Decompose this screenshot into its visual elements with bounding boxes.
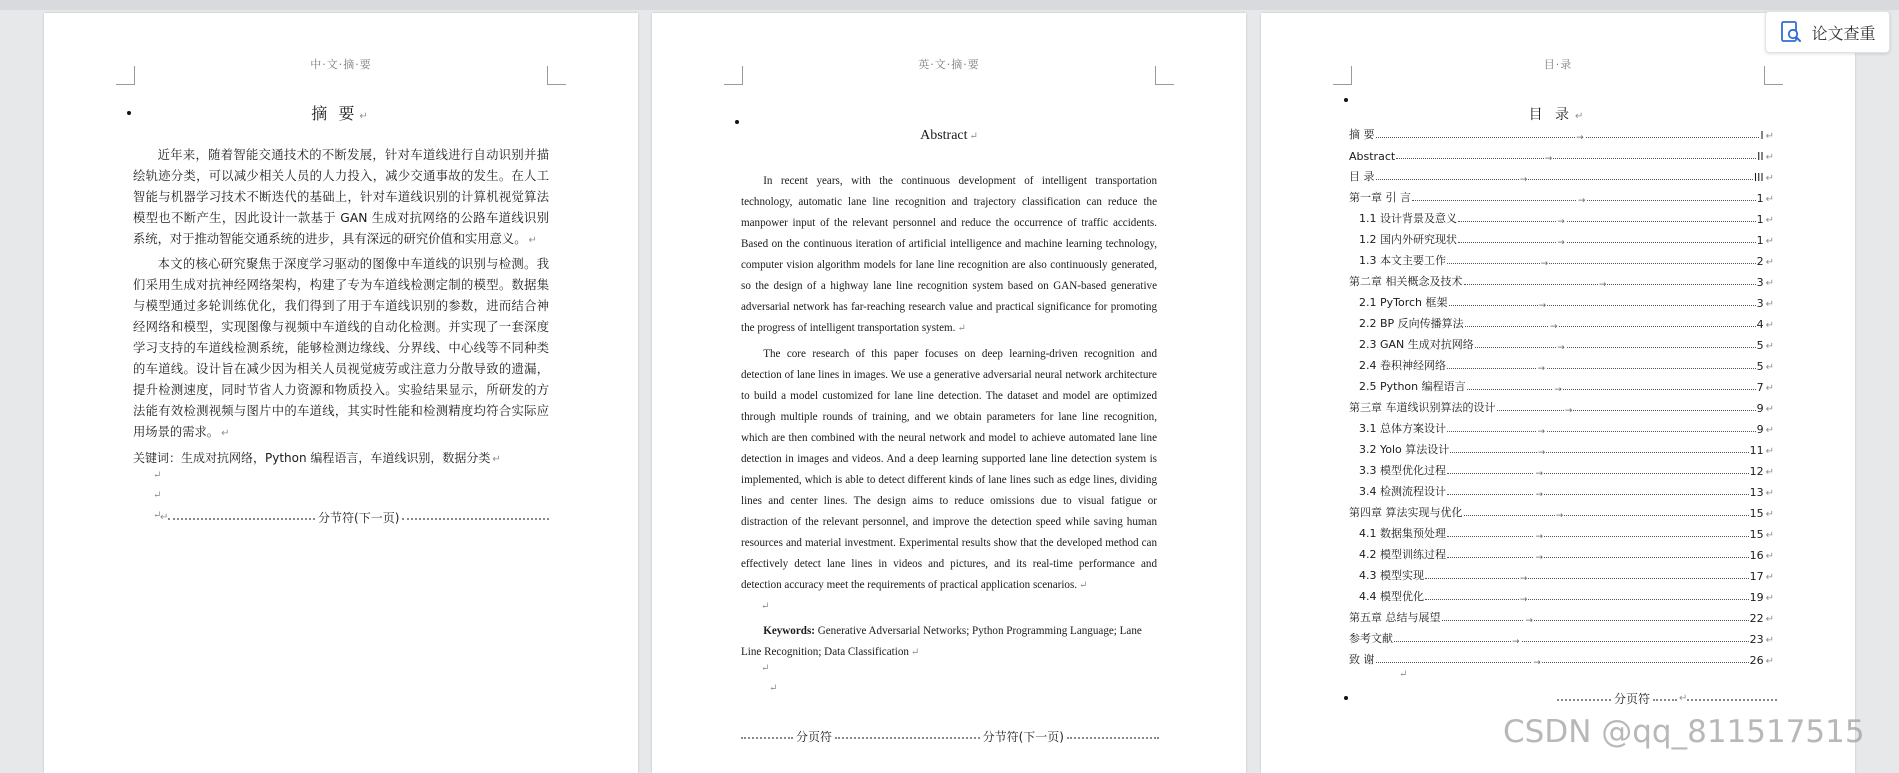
paragraph-mark: ↵ [492, 454, 501, 465]
keywords-label: Keywords: [763, 625, 815, 637]
crop-mark-right [1155, 66, 1174, 85]
tab-arrow-mark: → [1537, 364, 1546, 374]
toc-entry-page: 17 [1749, 570, 1764, 583]
paragraph-mark: ↵ [1765, 299, 1774, 310]
paragraph-mark: ↵ [528, 235, 537, 246]
page-english-abstract [652, 13, 1246, 773]
paragraph-mark: ↵ [1765, 425, 1774, 436]
toc-dot-leader [1394, 637, 1749, 647]
paragraph-mark: ↵ [1765, 404, 1774, 415]
toc-entry-label: 第一章 引 言 [1349, 191, 1411, 204]
toc-entry-page: 5 [1756, 360, 1764, 373]
english-abstract-body[interactable] [741, 171, 1157, 703]
paragraph-mark: ↵ [1765, 215, 1774, 226]
toc-entry-page: 16 [1749, 549, 1764, 562]
tab-arrow-mark: → [1533, 658, 1541, 668]
toc-entry[interactable] [1349, 163, 1774, 184]
paragraph-mark: ↵ [1765, 593, 1774, 604]
toc-dot-leader [1447, 469, 1749, 479]
tab-arrow-mark: → [1535, 532, 1543, 542]
toc-title-text: 目 录 [1528, 107, 1574, 123]
toc-entry[interactable] [1349, 184, 1774, 205]
watermark: CSDN @qq_811517515 [1503, 714, 1865, 750]
paragraph-mark: ↵ [1765, 383, 1774, 394]
toc-dot-leader [1449, 301, 1756, 311]
toc-dot-leader [1447, 532, 1749, 542]
paragraph-mark: ↵ [1765, 635, 1774, 646]
toc-entry-label: 3.4 检测流程设计 [1359, 485, 1446, 498]
toc-entry[interactable] [1349, 625, 1774, 646]
toc-entry-label: 4.1 数据集预处理 [1359, 527, 1446, 540]
paragraph-mark: ↵ [1765, 656, 1774, 667]
bullet-mark [735, 120, 739, 124]
toc-entry-page: 5 [1756, 339, 1764, 352]
paragraph-mark: ↵ [1765, 509, 1774, 520]
paragraph-mark: ↵ [1765, 488, 1774, 499]
paragraph-mark: ↵ [957, 323, 966, 334]
dotted-fill [835, 737, 980, 739]
toc-entry-label: 1.2 国内外研究现状 [1359, 233, 1457, 246]
paragraph-mark: ↵ [1765, 152, 1774, 163]
empty-paragraph[interactable]: ↵ [769, 683, 778, 694]
paragraph-mark: ↵ [1765, 341, 1774, 352]
toc-entry[interactable] [1349, 142, 1774, 163]
page-table-of-contents [1261, 13, 1855, 773]
abstract-title-text: Abstract [920, 128, 968, 143]
toc-entry-page: 1 [1756, 213, 1764, 226]
paragraph-mark: ↵ [1765, 236, 1774, 247]
dotted-fill [1067, 737, 1159, 739]
tab-arrow-mark: → [1557, 217, 1565, 227]
paragraph-mark: ↵ [1765, 572, 1774, 583]
toc-entry[interactable] [1349, 310, 1774, 331]
tab-arrow-mark: → [1557, 343, 1565, 353]
toc-entry[interactable] [1349, 541, 1774, 562]
toc-entry-label: Abstract [1349, 150, 1396, 163]
page-section-break-marker[interactable] [741, 728, 1159, 745]
toc-entry[interactable] [1349, 331, 1774, 352]
tab-arrow-mark: → [1535, 469, 1543, 479]
section-break-label: 分节符(下一页) [982, 730, 1064, 744]
toc-entry-page: 3 [1756, 276, 1764, 289]
toc-dot-leader [1497, 406, 1756, 416]
search-document-icon [1779, 20, 1803, 44]
cn-paragraph-2-text: 本文的核心研究聚焦于深度学习驱动的图像中车道线的识别与检测。我们采用生成对抗神经网络架构，构建了专为车道线检测定制的模型。数据集与模型通过多轮训练优化，我们得到了用于车道线识别的参数，进而结合神经网络和模型，实现图像与视频中车道线的自动化检测。并实现了一套深度学习支持的车道线检测系统，能够检测边缘线、分界线、中心线等不同种类的车道线。设计旨在减少因为相关人员视觉疲劳或注意力分散导致的遗漏，提升检测速度，同时节省人力资源和物质投入。实验结果显示，所研发的方法能有效检测视频与图片中的车道线，其实时性能和检测精度均符合实际应用场景的需求。 [133, 257, 549, 439]
crop-mark-left [724, 66, 743, 85]
empty-paragraph[interactable]: ↵ [153, 490, 162, 501]
paragraph-mark: ↵ [1765, 446, 1774, 457]
paragraph-mark: ↵ [221, 428, 230, 439]
toc-entry-page: 15 [1749, 528, 1764, 541]
tab-arrow-mark: → [1537, 427, 1546, 437]
cn-paragraph-1[interactable] [133, 145, 549, 251]
page-header: 英·文·摘·要 [918, 58, 980, 71]
tab-arrow-mark: → [1555, 511, 1564, 521]
toc-entry[interactable] [1349, 352, 1774, 373]
paragraph-mark: ↵ [1765, 278, 1774, 289]
tab-arrow-mark: → [1557, 238, 1565, 248]
toc-dot-leader [1464, 280, 1756, 290]
toc-dot-leader [1458, 238, 1756, 248]
toc-entry-page: 19 [1749, 591, 1764, 604]
toc-entry-label: 4.2 模型训练过程 [1359, 548, 1446, 561]
dotted-fill [168, 518, 315, 520]
toc-entry[interactable] [1349, 604, 1774, 625]
toc-entry-label: 1.1 设计背景及意义 [1359, 212, 1457, 225]
toc-dot-leader [1425, 595, 1749, 605]
en-paragraph-1-text: In recent years, with the continuous development of intelligent transportation technology, automatic lane line recognition and trajectory classification can reduce the manpower input of the relevant personnel and reduce the occurrence of traffic accidents. Based on the continuous iteration of artificial intelligence and machine learning technology, computer vision algorithm models for lane line recognition are also continuously generated, so the design of a highway lane line recognition system based on GAN-based generative adversarial network has far-reaching research value and practical significance for promoting the progress of intelligent transportation system. [741, 175, 1157, 334]
paragraph-mark: ↵ [1765, 257, 1774, 268]
toc-dot-leader [1475, 343, 1756, 353]
toc-entry-page: II [1757, 150, 1764, 163]
en-paragraph-2[interactable] [741, 344, 1157, 596]
toc-entry-page: 11 [1749, 444, 1764, 457]
section-break-label: 分节符(下一页) [318, 511, 400, 525]
crop-mark-right [547, 66, 566, 85]
dotted-fill [1687, 699, 1777, 701]
toc-entry-label: 4.3 模型实现 [1359, 569, 1424, 582]
paragraph-mark: ↵ [969, 131, 978, 142]
paragraph-mark: ↵ [1765, 614, 1774, 625]
toc-entry-page: 9 [1756, 402, 1764, 415]
crop-mark-right [1764, 66, 1783, 85]
en-paragraph-2-text: The core research of this paper focuses on deep learning-driven recognition and detection of lane lines in images. We use a generative adversarial neural network architecture to build a model customized for lane line detection. The dataset and model are optimized through multiple rounds of training, and we obtain parameters for lane line recognition, which are then combined with the neural network and model to achieve automated lane line detection in images and videos. And a deep learning supported lane line detection system is implemented, which is able to detect different kinds of lane lines such as edge lines, dividing lines and center lines. The design aims to reduce omissions due to visual fatigue or distraction of the relevant personnel, and improve the detection speed while saving human resources and material investment. Experimental results show that the developed method can effectively detect lane lines in videos and pictures, and its real-time performance and detection accuracy meet the requirements of practical application scenarios. [741, 348, 1157, 591]
cn-keywords-text: 关键词：生成对抗网络，Python 编程语言，车道线识别，数据分类 [133, 451, 491, 465]
tab-arrow-mark: → [1519, 595, 1528, 605]
toc-entry-label: 摘 要 [1349, 128, 1375, 141]
toc-entry[interactable] [1349, 562, 1774, 583]
bullet-mark [1344, 98, 1348, 102]
tab-arrow-mark: → [1519, 574, 1528, 584]
cn-keywords[interactable] [133, 448, 549, 470]
toc-entry-page: 1 [1756, 192, 1764, 205]
tab-arrow-mark: → [1538, 301, 1547, 311]
section-break-marker[interactable] [158, 509, 549, 526]
window-top-bar [0, 0, 1899, 10]
tab-arrow-mark: → [1577, 196, 1586, 206]
toc-entry[interactable] [1349, 268, 1774, 289]
toc-dot-leader [1465, 322, 1756, 332]
toc-entry-label: 参考文献 [1349, 632, 1393, 645]
toc-entry-label: 2.5 Python 编程语言 [1359, 380, 1466, 393]
toc-dot-leader [1464, 511, 1749, 521]
toc-entry-label: 2.2 BP 反向传播算法 [1359, 317, 1464, 330]
plagiarism-check-label: 论文查重 [1811, 23, 1876, 43]
toc-entry[interactable] [1349, 436, 1774, 457]
en-paragraph-1[interactable] [741, 171, 1157, 339]
toc-entry-page: 7 [1756, 381, 1764, 394]
page-break-label: 分页符 [796, 730, 833, 744]
page-break-marker[interactable] [1557, 690, 1777, 707]
toc-entry-label: 2.4 卷积神经网络 [1359, 359, 1446, 372]
toc-entry-page: III [1753, 171, 1764, 184]
toc-entry-label: 致 谢 [1349, 653, 1375, 666]
paragraph-mark: ↵ [160, 512, 169, 523]
empty-paragraph[interactable]: ↵ [1399, 669, 1408, 680]
toc-entry[interactable] [1349, 247, 1774, 268]
chinese-abstract-body[interactable] [133, 145, 549, 530]
tab-arrow-mark: → [1564, 406, 1573, 416]
toc-entry-label: 第五章 总结与展望 [1349, 611, 1441, 624]
toc-entry-page: 26 [1749, 654, 1764, 667]
toc-dot-leader [1447, 427, 1756, 437]
page-break-label: 分页符 [1614, 692, 1651, 706]
toc-dot-leader [1447, 553, 1749, 563]
tab-arrow-mark: → [1544, 154, 1553, 164]
toc-entry-label: 1.3 本文主要工作 [1359, 254, 1446, 267]
toc-dot-leader [1447, 490, 1749, 500]
tab-arrow-mark: → [1576, 133, 1584, 143]
toc-entry-label: 目 录 [1349, 170, 1375, 183]
tab-arrow-mark: → [1598, 280, 1607, 290]
tab-arrow-mark: → [1537, 448, 1546, 458]
empty-paragraph[interactable]: ↵ [761, 663, 770, 674]
toc-dot-leader [1396, 154, 1756, 164]
crop-mark-left [1333, 66, 1352, 85]
paragraph-mark: ↵ [1765, 467, 1774, 478]
plagiarism-check-button[interactable] [1765, 11, 1890, 53]
toc-dot-leader [1447, 364, 1756, 374]
toc-dot-leader [1376, 175, 1753, 185]
toc-entry[interactable] [1349, 289, 1774, 310]
toc-entry-label: 3.2 Yolo 算法设计 [1359, 443, 1450, 456]
toc-entry[interactable] [1349, 226, 1774, 247]
toc-entry-page: 9 [1756, 423, 1764, 436]
dotted-fill [1653, 699, 1677, 701]
toc-dot-leader [1447, 259, 1756, 269]
abstract-title-en[interactable] [652, 128, 1246, 144]
paragraph-mark: ↵ [1679, 693, 1688, 704]
toc-entry[interactable] [1349, 415, 1774, 436]
abstract-title-text: 摘 要 [311, 104, 358, 123]
page-chinese-abstract [44, 13, 638, 773]
toc-entry-label: 第四章 算法实现与优化 [1349, 506, 1463, 519]
tab-arrow-mark: → [1554, 385, 1562, 395]
toc-dot-leader [1458, 217, 1756, 227]
tab-arrow-mark: → [1540, 259, 1549, 269]
toc-entry[interactable] [1349, 478, 1774, 499]
toc-dot-leader [1442, 616, 1749, 626]
toc-entry-label: 第三章 车道线识别算法的设计 [1349, 401, 1496, 414]
toc-dot-leader [1450, 448, 1748, 458]
empty-paragraph[interactable]: ↵ [761, 601, 770, 612]
toc-entry[interactable] [1349, 520, 1774, 541]
en-keywords[interactable] [741, 621, 1157, 663]
empty-paragraph[interactable]: ↵ [153, 510, 162, 521]
toc-entry[interactable] [1349, 373, 1774, 394]
toc-entry[interactable] [1349, 583, 1774, 604]
bullet-mark [1344, 696, 1348, 700]
empty-paragraph[interactable]: ↵ [153, 470, 162, 481]
toc-entry-label: 3.1 总体方案设计 [1359, 422, 1446, 435]
tab-arrow-mark: → [1535, 553, 1543, 563]
paragraph-mark: ↵ [1765, 530, 1774, 541]
toc-entry-label: 2.3 GAN 生成对抗网络 [1359, 338, 1474, 351]
toc-list [1349, 121, 1774, 667]
toc-entry-label: 第二章 相关概念及技术 [1349, 275, 1463, 288]
paragraph-mark: ↵ [1765, 131, 1774, 142]
cn-paragraph-1-text: 近年来，随着智能交通技术的不断发展，针对车道线进行自动识别并描绘轨迹分类，可以减少相关人员的人力投入，减少交通事故的发生。在人工智能与机器学习技术不断迭代的基础上，针对车道线识别的计算机视觉算法模型也不断产生，因此设计一款基于 GAN 生成对抗网络的公路车道线识别系统，对于推动智能交通系统的进步，具有深远的研究价值和实用意义。 [133, 148, 549, 246]
tab-arrow-mark: → [1535, 490, 1543, 500]
tab-arrow-mark: → [1512, 637, 1520, 647]
toc-entry-page: 3 [1756, 297, 1764, 310]
paragraph-mark: ↵ [1765, 362, 1774, 373]
toc-entry[interactable] [1349, 499, 1774, 520]
toc-dot-leader [1467, 385, 1756, 395]
page-header: 目·录 [1543, 58, 1573, 71]
abstract-title-cn[interactable] [44, 101, 638, 124]
toc-entry-label: 4.4 模型优化 [1359, 590, 1424, 603]
crop-mark-left [116, 66, 135, 85]
cn-paragraph-2[interactable] [133, 254, 549, 444]
dotted-fill [1557, 699, 1611, 701]
toc-dot-leader [1376, 133, 1760, 143]
paragraph-mark: ↵ [1765, 320, 1774, 331]
paragraph-mark: ↵ [1079, 580, 1088, 591]
toc-entry[interactable] [1349, 121, 1774, 142]
toc-entry-page: 13 [1749, 486, 1764, 499]
toc-entry[interactable] [1349, 205, 1774, 226]
toc-entry[interactable] [1349, 646, 1774, 667]
toc-entry-page: 4 [1756, 318, 1764, 331]
dotted-fill [741, 737, 793, 739]
en-keywords-text: Generative Adversarial Networks; Python Programming Language; Lane Line Recognition; Data Classification [741, 625, 1142, 658]
toc-entry-page: 1 [1756, 234, 1764, 247]
paragraph-mark: ↵ [1765, 194, 1774, 205]
paragraph-mark: ↵ [1765, 173, 1774, 184]
dotted-fill [402, 518, 549, 520]
paragraph-mark: ↵ [1575, 111, 1588, 122]
toc-dot-leader [1412, 196, 1756, 206]
toc-entry[interactable] [1349, 394, 1774, 415]
toc-entry-page: 23 [1749, 633, 1764, 646]
paragraph-mark: ↵ [359, 111, 371, 122]
tab-arrow-mark: → [1525, 616, 1533, 626]
toc-dot-leader [1376, 658, 1749, 668]
paragraph-mark: ↵ [910, 647, 920, 658]
toc-entry-page: 15 [1749, 507, 1764, 520]
toc-dot-leader [1425, 574, 1749, 584]
toc-entry-label: 2.1 PyTorch 框架 [1359, 296, 1448, 309]
tab-arrow-mark: → [1519, 175, 1528, 185]
toc-entry-label: 3.3 模型优化过程 [1359, 464, 1446, 477]
toc-entry-page: I [1760, 129, 1764, 142]
toc-entry-page: 2 [1756, 255, 1764, 268]
paragraph-mark: ↵ [1765, 551, 1774, 562]
page-header: 中·文·摘·要 [310, 58, 372, 71]
toc-entry[interactable] [1349, 457, 1774, 478]
toc-entry-page: 22 [1749, 612, 1764, 625]
toc-entry-page: 12 [1749, 465, 1764, 478]
tab-arrow-mark: → [1550, 322, 1558, 332]
